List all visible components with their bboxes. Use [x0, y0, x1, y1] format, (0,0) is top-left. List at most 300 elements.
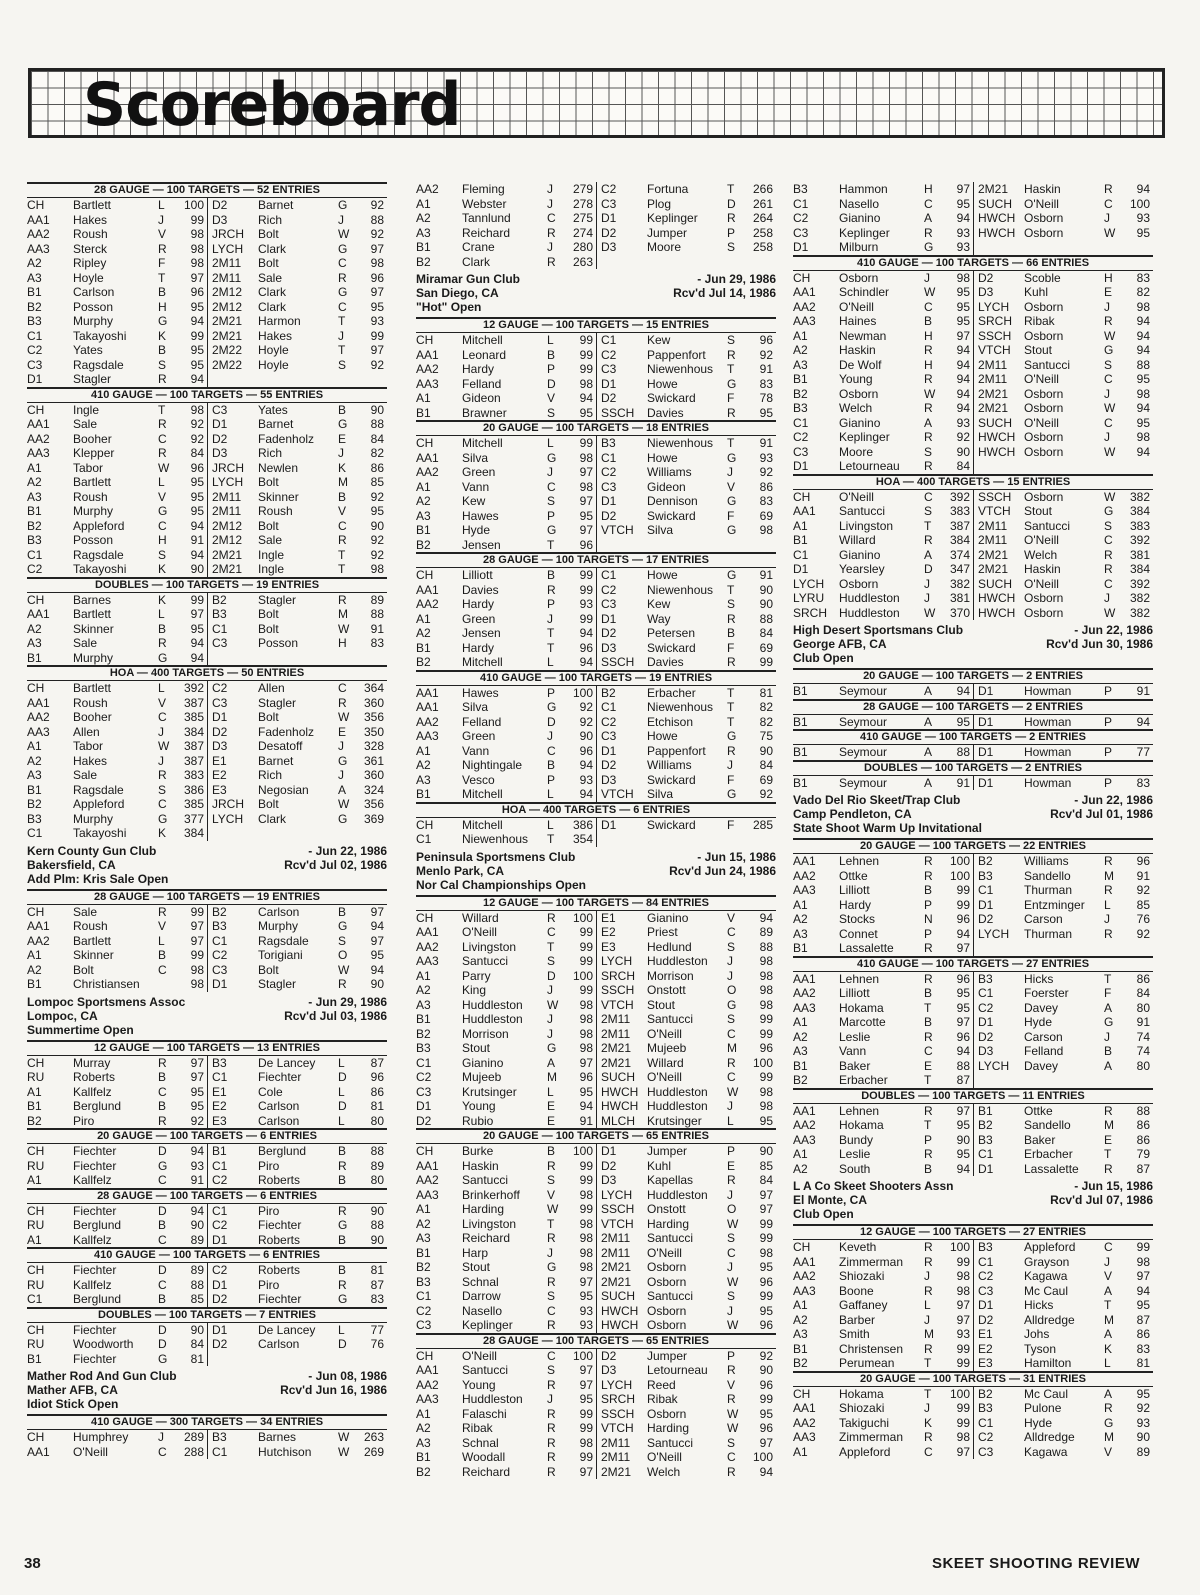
score: 92: [956, 430, 970, 444]
shooter-name: Felland: [1024, 1044, 1064, 1058]
shooter-initial: R: [727, 1173, 736, 1187]
result-row: [27, 533, 387, 548]
class-code: CH: [416, 817, 434, 832]
shooter-initial: R: [924, 868, 933, 883]
shooter-initial: G: [338, 198, 348, 212]
score: 94: [759, 1464, 773, 1479]
shooter-name: Roush: [258, 504, 293, 518]
result-row: [27, 681, 387, 696]
shooter-initial: R: [1104, 562, 1113, 576]
class-code: 2M11: [601, 1026, 631, 1041]
shooter-initial: C: [547, 1303, 556, 1318]
shooter-name: Berglund: [73, 1218, 122, 1232]
score: 83: [1136, 270, 1150, 285]
score: 97: [579, 1377, 593, 1392]
class-code: B1: [27, 650, 42, 665]
club-line: [27, 1383, 387, 1397]
shooter-name: Shiozaki: [839, 1269, 885, 1283]
score: 85: [190, 1292, 204, 1306]
score: 266: [752, 182, 773, 196]
class-code: A3: [416, 1231, 431, 1245]
score: 88: [956, 1058, 970, 1073]
result-left: [416, 715, 596, 730]
class-code: B3: [978, 971, 993, 986]
shooter-name: Murray: [73, 1055, 111, 1070]
shooter-initial: A: [924, 745, 933, 759]
event-heading: 12 GAUGE — 100 TARGETS — 13 ENTRIES: [27, 1040, 387, 1056]
shooter-initial: S: [727, 1435, 736, 1450]
result-row: [793, 211, 1153, 226]
score: 99: [956, 1254, 970, 1269]
shooter-name: Way: [647, 611, 671, 626]
shooter-name: Mitchell: [462, 817, 503, 832]
result-right: [207, 490, 387, 505]
score: 328: [363, 739, 384, 753]
result-right: [596, 832, 776, 847]
class-code: SSCH: [601, 1406, 635, 1421]
result-right: [973, 1147, 1153, 1162]
result-left: [27, 1263, 207, 1278]
score: 83: [370, 1292, 384, 1306]
result-left: [793, 986, 973, 1001]
result-right: [207, 242, 387, 257]
score: 82: [370, 446, 384, 460]
class-code: AA3: [793, 1430, 816, 1444]
event-heading: 410 GAUGE — 100 TARGETS — 19 ENTRIES: [416, 670, 776, 686]
shooter-name: Carson: [1024, 912, 1063, 926]
result-row: [416, 612, 776, 627]
shooter-name: Osborn: [1024, 328, 1064, 343]
score: 87: [956, 1073, 970, 1087]
class-code: AA1: [416, 450, 439, 465]
shooter-initial: R: [924, 1254, 933, 1269]
result-row: [793, 401, 1153, 416]
result-right: [207, 314, 387, 329]
score: 93: [1136, 1415, 1150, 1430]
score: 99: [1136, 1240, 1150, 1254]
class-code: SUCH: [978, 196, 1013, 211]
result-row: [416, 377, 776, 392]
shooter-initial: L: [547, 1084, 554, 1099]
shooter-name: Petersen: [647, 626, 696, 640]
score: 97: [579, 494, 593, 508]
shooter-initial: L: [158, 198, 165, 212]
class-code: A1: [793, 897, 808, 912]
class-code: B3: [416, 1274, 431, 1289]
class-code: C3: [793, 225, 809, 240]
result-row: [27, 343, 387, 358]
shooter-name: Santucci: [647, 1435, 694, 1450]
shooter-name: [1024, 1073, 1104, 1088]
result-row: [416, 1260, 776, 1275]
result-left: [793, 445, 973, 460]
shoot-date: - Jun 08, 1986: [308, 1369, 387, 1383]
class-code: AA1: [27, 695, 50, 710]
class-code: C2: [416, 1070, 432, 1084]
result-left: [793, 533, 973, 548]
event-heading: HOA — 400 TARGETS — 50 ENTRIES: [27, 665, 387, 681]
shooter-name: Takayoshi: [73, 328, 127, 343]
score: 360: [363, 695, 384, 710]
shooter-initial: [727, 832, 743, 847]
result-row: [27, 461, 387, 476]
result-right: [596, 1159, 776, 1174]
result-right: [207, 519, 387, 534]
shoot-date: - Jun 22, 1986: [1074, 623, 1153, 637]
shooter-initial: R: [547, 910, 556, 925]
shooter-name: Lilliott: [839, 883, 870, 897]
class-code: [212, 651, 258, 666]
score: 94: [370, 919, 384, 933]
shooter-initial: A: [1104, 1058, 1113, 1073]
shooter-initial: T: [547, 939, 555, 954]
score: 96: [759, 1041, 773, 1055]
class-code: A2: [793, 343, 808, 357]
class-code: C1: [978, 1147, 994, 1161]
shooter-name: Crane: [462, 240, 495, 254]
result-row: [416, 509, 776, 524]
class-code: A3: [793, 1044, 808, 1058]
event-table: [27, 182, 387, 387]
shooter-initial: T: [1104, 1147, 1112, 1161]
score: 100: [752, 1055, 773, 1070]
result-row: [416, 911, 776, 926]
club-name: Lompoc Sportsmens Assoc: [27, 994, 186, 1009]
shooter-initial: W: [1104, 605, 1116, 620]
result-row: [793, 1255, 1153, 1270]
shooter-name: O'Neill: [839, 299, 874, 314]
shooter-initial: R: [727, 1055, 736, 1070]
result-right: [207, 432, 387, 447]
score: 81: [370, 1099, 384, 1113]
shooter-initial: J: [727, 1187, 733, 1202]
shooter-name: Huddleston: [462, 1012, 523, 1026]
result-right: [973, 1133, 1153, 1148]
shooter-initial: R: [1104, 182, 1113, 196]
result-right: [973, 745, 1153, 760]
score: 95: [956, 1147, 970, 1161]
shooter-name: Erbacher: [839, 1073, 888, 1087]
shooter-name: Fiechter: [73, 1158, 117, 1173]
class-code: A1: [793, 518, 808, 533]
shooter-initial: B: [338, 1144, 347, 1158]
result-left: [416, 1289, 596, 1304]
result-row: [27, 432, 387, 447]
result-row: [793, 358, 1153, 373]
result-right: [973, 1240, 1153, 1255]
shooter-name: Osborn: [1024, 299, 1064, 314]
class-code: [601, 832, 647, 847]
shooter-name: Bolt: [258, 607, 279, 621]
shooter-name: Hyde: [462, 523, 491, 537]
shooter-initial: G: [158, 1158, 168, 1173]
class-code: E2: [212, 1099, 227, 1113]
club-name: Miramar Gun Club: [416, 272, 521, 286]
result-left: [793, 898, 973, 913]
class-code: 2M21: [212, 547, 243, 562]
shooter-name: Roberts: [258, 1232, 301, 1247]
result-left: [416, 1056, 596, 1071]
result-left: [27, 329, 207, 344]
shooter-initial: R: [547, 254, 556, 269]
result-right: [973, 548, 1153, 563]
result-row: [27, 1114, 387, 1129]
shooter-name: Bolt: [258, 962, 279, 977]
shooter-name: Berglund: [258, 1144, 307, 1158]
shooter-initial: T: [924, 1118, 932, 1132]
shooter-initial: L: [338, 1055, 345, 1070]
shooter-name: Hamilton: [1024, 1356, 1072, 1370]
club-line: [416, 864, 776, 878]
event-table: [793, 838, 1153, 956]
class-code: C3: [601, 196, 617, 211]
result-right: [973, 898, 1153, 913]
result-row: [793, 854, 1153, 869]
result-left: [27, 826, 207, 841]
score: 98: [579, 1245, 593, 1260]
shooter-initial: D: [547, 376, 556, 391]
result-row: [27, 548, 387, 563]
result-row: [27, 271, 387, 286]
result-right: [973, 1118, 1153, 1133]
club-location: George AFB, CA: [793, 637, 887, 651]
event-heading: DOUBLES — 100 TARGETS — 11 ENTRIES: [793, 1088, 1153, 1104]
shooter-initial: R: [338, 1203, 347, 1218]
result-row: [27, 905, 387, 920]
score: 94: [579, 1099, 593, 1113]
class-code: C2: [793, 211, 809, 225]
class-code: A1: [27, 948, 42, 962]
score: 94: [190, 372, 204, 386]
result-row: [27, 754, 387, 769]
shooter-initial: R: [727, 1392, 736, 1406]
shooter-initial: R: [924, 1283, 933, 1298]
class-code: [978, 459, 1024, 474]
score: 381: [1129, 547, 1150, 562]
class-code: 2M21: [601, 1464, 632, 1479]
result-right: [973, 1387, 1153, 1402]
class-code: C1: [212, 1158, 228, 1173]
class-code: E3: [212, 782, 227, 797]
result-left: [416, 832, 596, 847]
shooter-name: Pappenfort: [647, 347, 706, 362]
class-code: AA2: [416, 1377, 439, 1392]
shooter-initial: B: [158, 621, 167, 636]
event-table: [793, 760, 1153, 791]
shooter-initial: J: [1104, 1029, 1110, 1044]
result-right: [973, 562, 1153, 577]
score: 86: [370, 1084, 384, 1099]
shooter-name: Stout: [462, 1260, 491, 1274]
score: 95: [956, 986, 970, 1000]
shooter-name: Stagler: [258, 695, 297, 710]
shooter-initial: C: [924, 196, 933, 211]
shooter-initial: R: [547, 1231, 556, 1245]
shooter-name: Huddleston: [647, 1187, 708, 1202]
result-right: [973, 972, 1153, 987]
shooter-name: Christensen: [839, 1341, 904, 1356]
class-code: D2: [601, 508, 617, 523]
class-code: 2M21: [212, 314, 243, 328]
shooter-initial: G: [547, 1260, 557, 1274]
result-right: [207, 446, 387, 461]
shooter-initial: R: [924, 533, 933, 547]
result-right: [973, 1255, 1153, 1270]
shooter-initial: W: [1104, 489, 1116, 504]
class-code: CH: [27, 904, 45, 919]
score: [354, 826, 387, 841]
result-row: [27, 725, 387, 740]
received-date: Rcv'd Jun 16, 1986: [280, 1383, 387, 1397]
class-code: B1: [416, 240, 431, 254]
shooter-initial: M: [338, 607, 348, 621]
class-code: A1: [416, 611, 431, 626]
shooter-initial: W: [1104, 444, 1116, 459]
class-code: C3: [27, 357, 43, 372]
class-code: AA2: [416, 714, 439, 729]
result-right: [207, 797, 387, 812]
class-code: B1: [793, 1058, 808, 1073]
result-left: [793, 1059, 973, 1074]
shooter-name: Welch: [647, 1464, 681, 1479]
class-code: A1: [416, 743, 431, 758]
score: 95: [579, 405, 593, 420]
score: 95: [190, 299, 204, 314]
shooter-name: Lehnen: [839, 971, 880, 986]
class-code: D1: [793, 562, 809, 576]
result-right: [596, 377, 776, 392]
shooter-initial: J: [547, 611, 553, 626]
shooter-initial: R: [727, 405, 736, 420]
result-left: [793, 927, 973, 942]
class-code: A2: [27, 753, 42, 768]
shooter-name: Bolt: [258, 518, 279, 533]
shooter-initial: M: [924, 1327, 934, 1341]
score: 90: [370, 402, 384, 417]
score: 90: [370, 1232, 384, 1247]
shooter-initial: B: [547, 347, 556, 362]
shooter-name: Zimmerman: [839, 1430, 904, 1444]
result-left: [27, 1218, 207, 1233]
result-right: [973, 271, 1153, 286]
result-left: [793, 1030, 973, 1045]
class-code: B2: [978, 1118, 993, 1132]
result-right: [973, 1015, 1153, 1030]
score: 80: [370, 1173, 384, 1187]
score: 100: [183, 198, 204, 212]
result-row: [27, 826, 387, 841]
result-right: [207, 1323, 387, 1338]
score: 86: [759, 479, 773, 494]
shooter-initial: S: [727, 1289, 736, 1303]
shooter-initial: A: [338, 782, 347, 797]
class-code: LYCH: [601, 1187, 633, 1202]
class-code: D1: [978, 745, 994, 759]
shooter-name: Haskin: [462, 1158, 499, 1173]
score: 90: [579, 729, 593, 743]
result-left: [416, 1465, 596, 1480]
result-row: [27, 948, 387, 963]
result-left: [27, 490, 207, 505]
result-right: [596, 1231, 776, 1246]
result-left: [416, 1012, 596, 1027]
result-right: [207, 1430, 387, 1445]
result-left: [416, 255, 596, 270]
score: 98: [370, 562, 384, 576]
result-left: [793, 504, 973, 519]
shooter-initial: V: [1104, 1444, 1113, 1459]
shooter-name: Roberts: [258, 1173, 301, 1187]
shooter-initial: J: [727, 954, 733, 968]
score: 92: [370, 198, 384, 212]
shooter-name: Piro: [258, 1203, 280, 1218]
result-right: [973, 226, 1153, 241]
result-left: [793, 401, 973, 416]
shooter-name: Lassalette: [1024, 1161, 1079, 1176]
class-code: E1: [212, 753, 227, 768]
class-code: D1: [212, 417, 228, 431]
class-code: AA3: [416, 729, 439, 743]
result-row: [793, 606, 1153, 621]
result-right: [973, 1401, 1153, 1416]
score: 384: [1129, 504, 1150, 518]
shooter-name: Kallfelz: [73, 1232, 112, 1247]
shooter-name: Roberts: [258, 1263, 301, 1277]
result-right: [973, 300, 1153, 315]
result-row: [793, 1342, 1153, 1357]
result-left: [793, 416, 973, 431]
score: 93: [579, 772, 593, 787]
shooter-name: Newman: [839, 328, 887, 343]
class-code: 2M12: [212, 285, 243, 299]
result-left: [27, 1445, 207, 1460]
shooter-initial: W: [727, 1274, 739, 1289]
shooter-initial: P: [547, 508, 556, 523]
shooter-initial: J: [924, 1401, 930, 1415]
shooter-name: Young: [462, 1099, 496, 1113]
shooter-name: Gianino: [647, 910, 689, 925]
class-code: B2: [27, 1113, 42, 1128]
score: 94: [190, 547, 204, 562]
class-code: A2: [793, 1161, 808, 1176]
class-code: D1: [27, 372, 43, 386]
shooter-name: Howe: [647, 729, 678, 743]
shooter-initial: A: [924, 684, 933, 698]
shooter-name: Lehnen: [839, 1103, 880, 1118]
score: 80: [370, 1113, 384, 1128]
class-code: CH: [416, 333, 434, 347]
scoreboard-banner: [28, 68, 1165, 138]
result-right: [973, 883, 1153, 898]
shooter-name: Reichard: [462, 1464, 511, 1479]
shooter-name: Santucci: [839, 504, 886, 518]
result-right: [207, 1292, 387, 1307]
class-code: D2: [978, 912, 994, 926]
shooter-initial: F: [1104, 986, 1112, 1000]
shooter-initial: K: [158, 826, 167, 840]
class-code: C1: [212, 1203, 228, 1218]
score: 93: [956, 415, 970, 430]
shooter-name: Roush: [73, 489, 108, 504]
score: 90: [759, 597, 773, 611]
shooter-name: Stagler: [73, 372, 112, 386]
shooter-initial: J: [547, 1026, 553, 1041]
result-right: [207, 1352, 387, 1367]
shooter-initial: R: [547, 225, 556, 240]
score: 95: [579, 1289, 593, 1303]
score: 94: [579, 758, 593, 772]
shooter-initial: M: [1104, 1312, 1114, 1327]
